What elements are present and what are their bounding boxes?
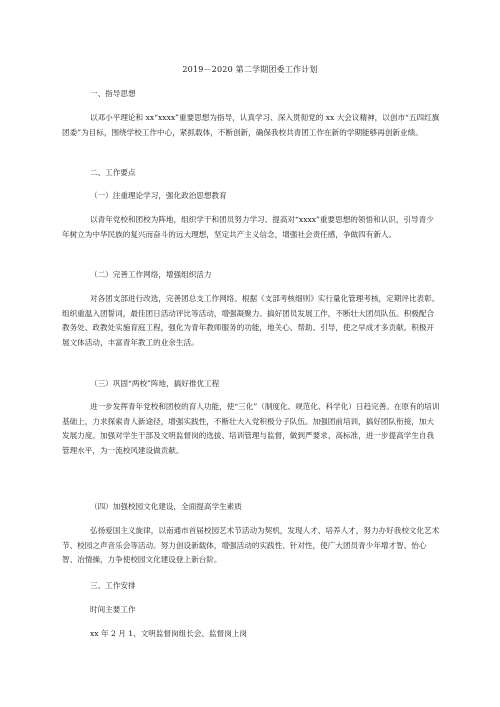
document-title: 2019－2020 第二学期团委工作计划 <box>182 65 318 74</box>
paragraph-guiding-ideology <box>62 111 440 140</box>
subheading-campus-culture: （四）加强校园文化建设，全面提高学生素质 <box>90 502 242 511</box>
subheading-theory-study: （一）注重理论学习，强化政治思想教育 <box>90 191 227 200</box>
schedule-item: xx 年 2 月 1、文明监督岗组长会、监督岗上岗 <box>90 629 247 638</box>
section-heading-work-points: 二、工作要点 <box>90 168 136 177</box>
paragraph-campus-culture <box>62 524 440 568</box>
paragraph-two-schools <box>62 400 440 458</box>
schedule-header: 时间主要工作 <box>90 605 136 614</box>
paragraph-text: 对各团支部进行改选，完善团总支工作网络。根据《支部考核细则》实行量化管理考核，定期评比表彰。组织重温入团誓词，最佳团日活动评比等活动，增强凝聚力。搞好团员发展工作，不断壮大团员队伍。积极配合教务处、政教处实施育庭工程，强化为青年教师服务的功能，地关心、帮助、引导，使之早成才多贡献。积极开展文体活动，丰富青年教工的业余生活。 <box>62 294 440 347</box>
paragraph-text: 以青年党校和团校为阵地，组织学干和团员努力学习、提高对“xxxx”重要思想的领悟和认识，引导青少年树立为中华民族的复兴而奋斗的远大理想，坚定共产主义信念，增强社会责任感，争做四有新人。 <box>62 215 434 239</box>
paragraph-text: 以邓小平理论和 xx“xxxx”重要思想为指导，认真学习、深入贯彻党的 xx 大会议精神，以创市“五四红旗团委”为目标，围绕学校工作中心，紧抓载体，不断创新，确保我校共青团工作在新的学期能够再创新业绩。 <box>62 113 440 137</box>
section-heading-work-arrangement: 三、工作安排 <box>90 581 136 590</box>
subheading-two-schools: （三）巩固“两校”阵地，搞好推优工程 <box>90 379 220 388</box>
section-heading-guiding-ideology: 一、指导思想 <box>90 89 136 98</box>
paragraph-text: 弘扬爱国主义旋律，以南通市首届校园艺术节活动为契机，发现人才、培养人才，努力办好我校文化艺术节、校园之声音乐会等活动。努力创设新载体，增强活动的实践性、针对性，使广大团员青少年增才智、怡心智、冶情操，力争使校园文化建设登上新台阶。 <box>62 526 440 564</box>
paragraph-theory-study <box>62 213 440 242</box>
paragraph-work-network <box>62 292 440 350</box>
subheading-work-network: （二）完善工作网络，增强组织活力 <box>90 270 212 279</box>
paragraph-text: 进一步发挥青年党校和团校的育人功能，使“三化”（制度化、规范化、科学化）日趋完善。在原有的培训基础上，力求探索青人新途径，增强实践性，不断壮大入党积极分子队伍。加强团前培训，搞好团队衔接，加大发展力度。加强对学生干部及文明监督岗的选拔、培训管理与监督，做到严要求、高标准，进一步提高学生自我管理水平，为一流校风建设做贡献。 <box>62 402 440 455</box>
